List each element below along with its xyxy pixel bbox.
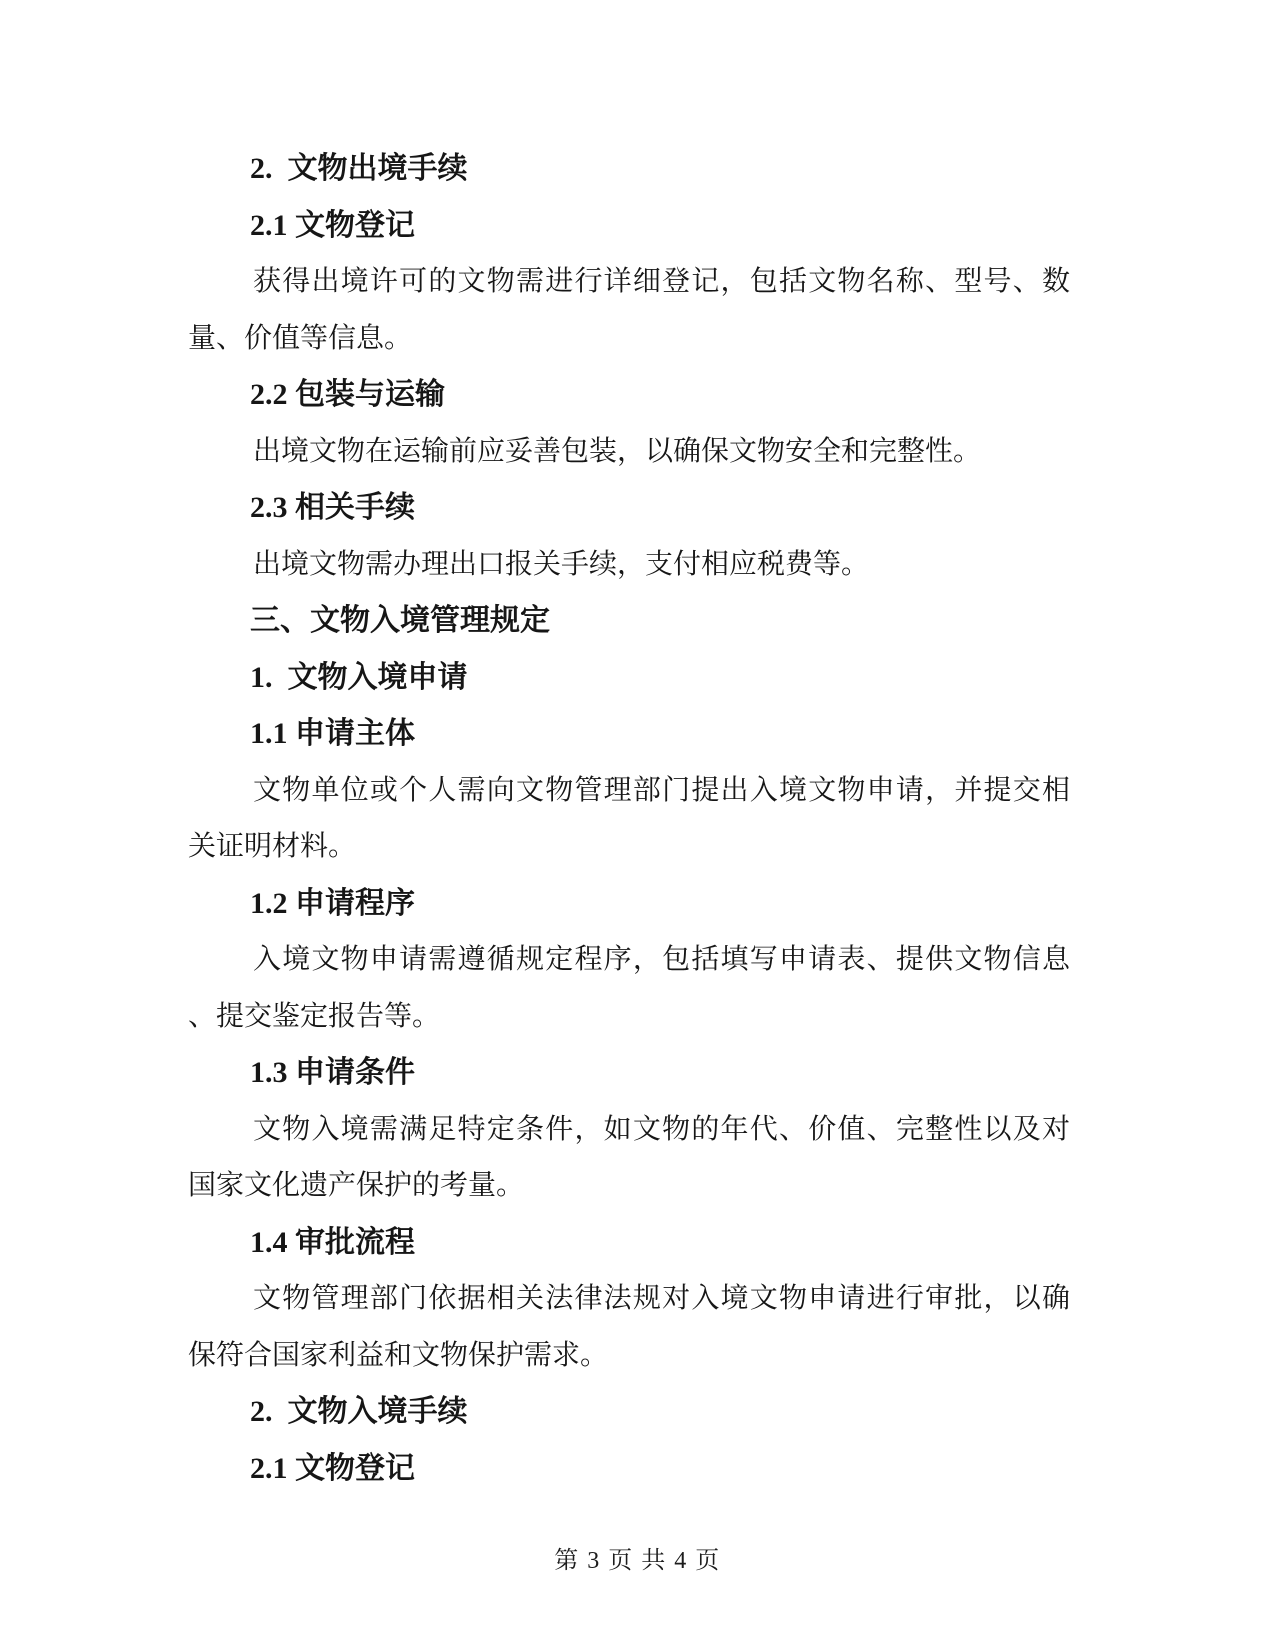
subsection-heading: 1. 文物入境申请 <box>250 660 468 694</box>
paragraph-line: 获得出境许可的文物需进行详细登记，包括文物名称、型号、数 <box>253 266 1070 297</box>
subsection-heading: 1.2 申请程序 <box>250 886 415 920</box>
paragraph-line: 关证明材料。 <box>188 831 357 862</box>
subsection-heading: 1.1 申请主体 <box>250 717 415 750</box>
page-number: 第 3 页 共 4 页 <box>554 1548 721 1574</box>
section-heading: 三、文物入境管理规定 <box>250 604 550 637</box>
paragraph-line: 入境文物申请需遵循规定程序，包括填写申请表、提供文物信息 <box>253 944 1070 975</box>
paragraph-line: 出境文物在运输前应妥善包装，以确保文物安全和完整性。 <box>253 435 982 467</box>
subsection-heading: 2.1 文物登记 <box>250 1451 415 1485</box>
paragraph-line: 文物单位或个人需向文物管理部门提出入境文物申请，并提交相 <box>253 774 1070 806</box>
subsection-heading: 2. 文物入境手续 <box>250 1395 468 1428</box>
subsection-heading: 1.3 申请条件 <box>250 1056 415 1089</box>
subsection-heading: 2.2 包装与运输 <box>250 378 445 411</box>
paragraph-line: 量、价值等信息。 <box>188 322 413 354</box>
paragraph-line: 出境文物需办理出口报关手续，支付相应税费等。 <box>253 548 870 580</box>
paragraph-line: 、提交鉴定报告等。 <box>188 1000 441 1032</box>
subsection-heading: 2.3 相关手续 <box>250 491 415 524</box>
subsection-heading: 1.4 审批流程 <box>250 1225 415 1259</box>
paragraph-line: 文物入境需满足特定条件，如文物的年代、价值、完整性以及对 <box>253 1113 1070 1145</box>
paragraph-line: 保符合国家利益和文物保护需求。 <box>188 1339 609 1371</box>
page-footer <box>0 1540 1275 1575</box>
document-body <box>188 141 1070 1497</box>
paragraph-line: 文物管理部门依据相关法律法规对入境文物申请进行审批，以确 <box>253 1283 1070 1314</box>
paragraph-line: 国家文化遗产保护的考量。 <box>188 1170 525 1201</box>
subsection-heading: 2.1 文物登记 <box>250 208 415 242</box>
subsection-heading: 2. 文物出境手续 <box>250 152 468 185</box>
